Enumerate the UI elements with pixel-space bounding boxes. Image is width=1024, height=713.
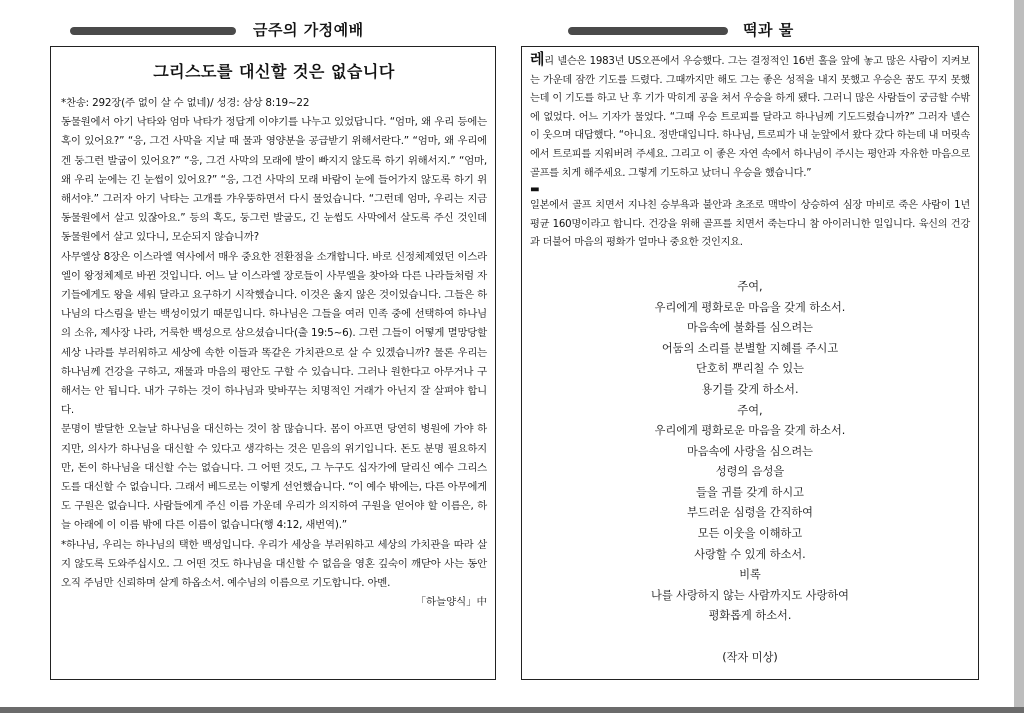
prayer-line: 주여, — [737, 279, 763, 293]
prayer-line: 주여, — [737, 403, 763, 417]
prayer-line: 모든 이웃을 이해하고 — [697, 527, 803, 541]
story-paragraph — [530, 52, 970, 183]
left-header-title: 금주의 가정예배 — [253, 21, 364, 39]
page-right-edge — [1014, 0, 1024, 713]
prayer-line: 마음속에 사랑을 심으려는 — [687, 444, 813, 458]
closing-prayer: *하나님, 우리는 하나님의 택한 백성입니다. 우리가 세상을 부러워하고 세상의 가치관을 따라 살지 않도록 도와주십시오. 그 어떤 것도 하나님을 대신할 수 없음을 영혼 깊숙이 깨닫아 사는 동안 오직 주님만 신뢰하며 살게 하옵소서. 예수님의 이름으로 기도합니다. 아멘. — [61, 538, 487, 590]
prayer-line: 나를 사랑하지 않는 사람까지도 사랑하여 — [651, 588, 849, 602]
article-paragraph-2: 사무엘상 8장은 이스라엘 역사에서 매우 중요한 전환점을 소개합니다. 바로 신정체제였던 이스라엘이 왕정체제로 바뀐 것입니다. 어느 날 이스라엘 장로들이 사무엘을 찾아와 다른 나라들처럼 자기들에게도 왕을 세워 달라고 요구하기 시작했습니다. 이것은 옳지 않은 것이었습니다. 그들은 하나님의 다스림을 받는 백성이었기 때문입니다. 하나님은 그들을 여러 민족 중에 선택하여 하나님의 소유, 제사장 나라, 거룩한 백성으로 삼으셨습니다(출 19:5~6). 그런 그들이 어떻게 멸망당할 세상 나라를 부러워하고 세상에 속한 이들과 똑같은 가치관으로 살 수 있겠습니까? 물론 우리는 하나님께 건강을 구하고, 재물과 마음의 평안도 구할 수 있습니다. 그러나 원한다고 아무거나 구해서는 안 됩니다. 내가 구하는 것이 하나님과 맞바꾸는 치명적인 거래가 아닌지 잘 살펴야 합니다. — [61, 250, 487, 417]
hymn-scripture-line: *찬송: 292장(주 없이 살 수 없네)/ 성경: 삼상 8:19~22 — [61, 97, 310, 109]
prayer-line: 사랑할 수 있게 하소서. — [694, 547, 806, 561]
prayer-line: 부드러운 심령을 간직하여 — [687, 506, 813, 520]
prayer-line: 평화롭게 하소서. — [708, 609, 792, 623]
article-paragraph-3: 문명이 발달한 오늘날 하나님을 대신하는 것이 참 많습니다. 몸이 아프면 당연히 병원에 가야 하지만, 의사가 하나님을 대신할 수 있다고 생각하는 것은 믿음의 위기입니다. 돈도 분명 필요하지만, 돈이 하나님을 대신할 수는 없습니다. 그 어떤 것도, 그 누구도 십자가에 달리신 예수 그리스도를 대신할 수 없습니다. 그래서 베드로는 이렇게 선언했습니다. “이 예수 밖에는, 다른 아무에게도 구원은 없습니다. 사람들에게 주신 이름 가운데 우리가 의지하여 구원을 얻어야 할 이름은, 하늘 아래에 이 이름 밖에 다른 이름이 없습니다(행 4:12, 새번역).” — [61, 423, 487, 532]
author-credit: (작자 미상) — [722, 651, 778, 665]
drop-cap: 레 — [530, 50, 545, 68]
story-text: 리 넬슨은 1983년 US오픈에서 우승했다. 그는 결정적인 16번 홀을 앞에 놓고 많은 사람이 지켜보는 가운데 잠깐 기도를 드렸다. 그때까지만 해도 그는 좋은 성적을 내지 못했고 우승은 꿈도 꾸지 못했는데 이 기도를 하고 난 후 기가 막히게 공을 쳐서 우승을 하게 됐다. 그러니 많은 사람들이 궁금할 수밖에 없었다. 어느 기자가 물었다. “그때 우승 트로피를 달라고 하나님께 기도드렸습니까?” 그러자 넬슨이 웃으며 대답했다. “아니요. 정반대입니다. 하나님, 트로피가 내 눈앞에서 왔다 갔다 하는데 내 머릿속에서 트로피를 지워버려 주세요. 그리고 이 좋은 자연 속에서 하나님이 주시는 평안과 자유한 마음으로 골프를 치게 해주세요. 그렇게 기도하고 났더니 우승을 했습니다.” — [530, 56, 970, 179]
right-header-rule — [568, 27, 728, 35]
prayer-line: 비록 — [739, 568, 761, 582]
source-credit: 「하늘양식」中 — [415, 596, 487, 609]
prayer-line: 어둠의 소리를 분별할 지혜를 주시고 — [661, 341, 839, 355]
prayer-line: 단호히 뿌리칠 수 있는 — [696, 362, 804, 376]
left-header-rule — [70, 27, 236, 35]
prayer-line: 우리에게 평화로운 마음을 갖게 하소서. — [654, 424, 846, 438]
page-bottom-edge — [0, 707, 1024, 713]
prayer-poem — [530, 277, 970, 627]
second-paragraph: 일본에서 골프 치면서 지나친 승부욕과 불안과 초조로 맥박이 상승하여 심장 마비로 죽은 사람이 1년 평균 160명이라고 합니다. 건강을 위해 골프를 치면서 죽는다니 참 아이러니한 일입니다. 육신의 건강과 더불어 마음의 평화가 얼마나 중요한 것인지요. — [530, 200, 970, 249]
left-article-box — [50, 46, 496, 680]
prayer-line: 우리에게 평화로운 마음을 갖게 하소서. — [654, 300, 846, 314]
article-paragraph-1: 동물원에서 아기 낙타와 엄마 낙타가 정답게 이야기를 나누고 있었답니다. “엄마, 왜 우리 등에는 혹이 있어요?” “응, 그건 사막을 지날 때 물과 영양분을 공급받기 위해서란다.” “엄마, 왜 우리에겐 둥그런 발굽이 있어요?” “응, 그건 사막의 모래에 발이 빠지지 않도록 하기 위해서지.” “엄마, 왜 우리 눈에는 긴 눈썹이 있어요?” “응, 그건 사막의 모래 바람이 눈에 들어가지 않도록 하기 위해서야.” 그러자 아기 낙타는 고개를 갸우뚱하면서 다시 물었습니다. “그런데 엄마, 우리는 지금 동물원에서 살고 있잖아요.” 등의 혹도, 둥그런 발굽도, 긴 눈썹도 사막에서 살도록 주신 것인데 동물원에서 살고 있다니, 모순되지 않습니까? — [61, 116, 487, 244]
prayer-line: 성령의 음성을 — [715, 465, 785, 479]
article-title: 그리스도를 대신할 것은 없습니다 — [153, 62, 395, 81]
right-article-box — [521, 46, 979, 680]
prayer-line: 마음속에 불화를 심으려는 — [687, 321, 813, 335]
prayer-line: 용기를 갖게 하소서. — [701, 382, 799, 396]
prayer-line: 들을 귀를 갖게 하시고 — [696, 485, 804, 499]
section-separator: ▬ — [530, 184, 540, 196]
right-header-title: 떡과 물 — [743, 21, 794, 39]
